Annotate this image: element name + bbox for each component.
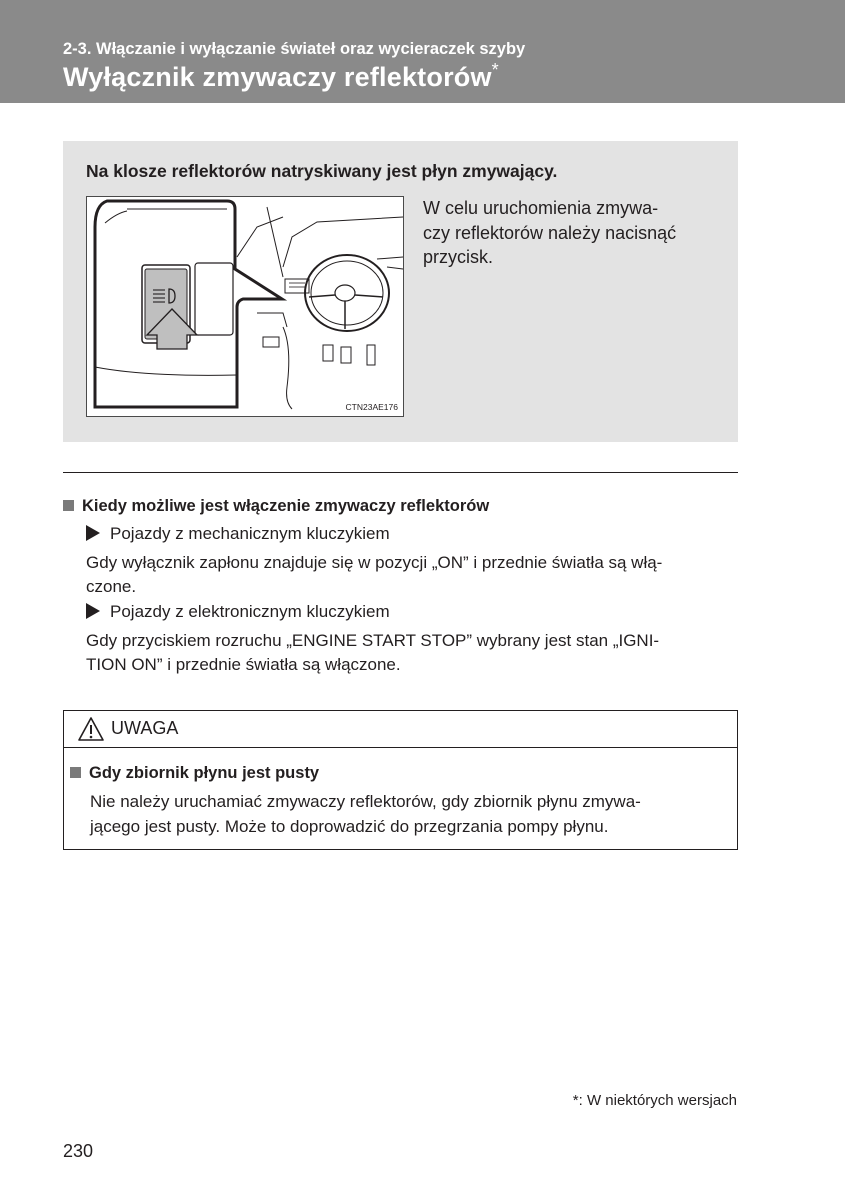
list-item-text	[86, 551, 738, 598]
page-title	[63, 62, 499, 93]
list-item	[86, 524, 390, 544]
dashboard-illustration	[86, 196, 404, 417]
footnote: *: W niektórych wersjach	[572, 1092, 737, 1109]
text-line: jącego jest pusty. Może to doprowadzić do przegrzania pompy płynu.	[90, 816, 609, 836]
section-heading-text: Kiedy możliwe jest włączenie zmywaczy reflektorów	[82, 497, 490, 515]
section-breadcrumb: 2-3. Włączanie i wyłączanie świateł oraz wycieraczek szyby	[63, 40, 526, 58]
intro-heading: Na klosze reflektorów natryskiwany jest płyn zmywający.	[86, 161, 558, 181]
text-line: Gdy przyciskiem rozruchu „ENGINE START STOP” wybrany jest stan „IGNI-	[86, 631, 660, 650]
title-asterisk: *	[491, 60, 499, 80]
text-line: TION ON” i przednie światła są włączone.	[86, 654, 401, 674]
triangle-bullet-icon	[86, 525, 100, 541]
instruction-line: przycisk.	[423, 247, 494, 267]
triangle-bullet-icon	[86, 603, 100, 619]
instruction-line: W celu uruchomienia zmywa-	[423, 198, 659, 218]
section-heading	[63, 497, 489, 516]
warning-heading	[70, 764, 319, 783]
list-item-label: Pojazdy z mechanicznym kluczykiem	[110, 524, 390, 543]
text-line: czone.	[86, 576, 137, 596]
warning-triangle-icon	[77, 716, 105, 742]
list-item	[86, 602, 390, 622]
warning-label: UWAGA	[111, 718, 179, 738]
square-bullet-icon	[63, 500, 74, 511]
square-bullet-icon	[70, 767, 81, 778]
warning-header	[64, 711, 737, 748]
text-line: Gdy wyłącznik zapłonu znajduje się w pozycji „ON” i przednie światła są włą-	[86, 553, 663, 572]
dashboard-drawing	[87, 197, 403, 416]
text-line: Nie należy uruchamiać zmywaczy reflektorów, gdy zbiornik płynu zmywa-	[90, 792, 641, 811]
warning-text	[90, 790, 720, 839]
instruction-text	[423, 196, 721, 270]
page-title-text: Wyłącznik zmywaczy reflektorów	[63, 62, 492, 92]
warning-heading-text: Gdy zbiornik płynu jest pusty	[89, 764, 320, 782]
figure-code: CTN23AE176	[345, 402, 398, 412]
divider	[63, 472, 738, 473]
list-item-text	[86, 629, 738, 676]
list-item-label: Pojazdy z elektronicznym kluczykiem	[110, 602, 390, 621]
page-number: 230	[63, 1141, 94, 1161]
warning-box	[63, 710, 738, 850]
page-header	[0, 0, 845, 103]
instruction-line: czy reflektorów należy nacisnąć	[423, 222, 677, 243]
